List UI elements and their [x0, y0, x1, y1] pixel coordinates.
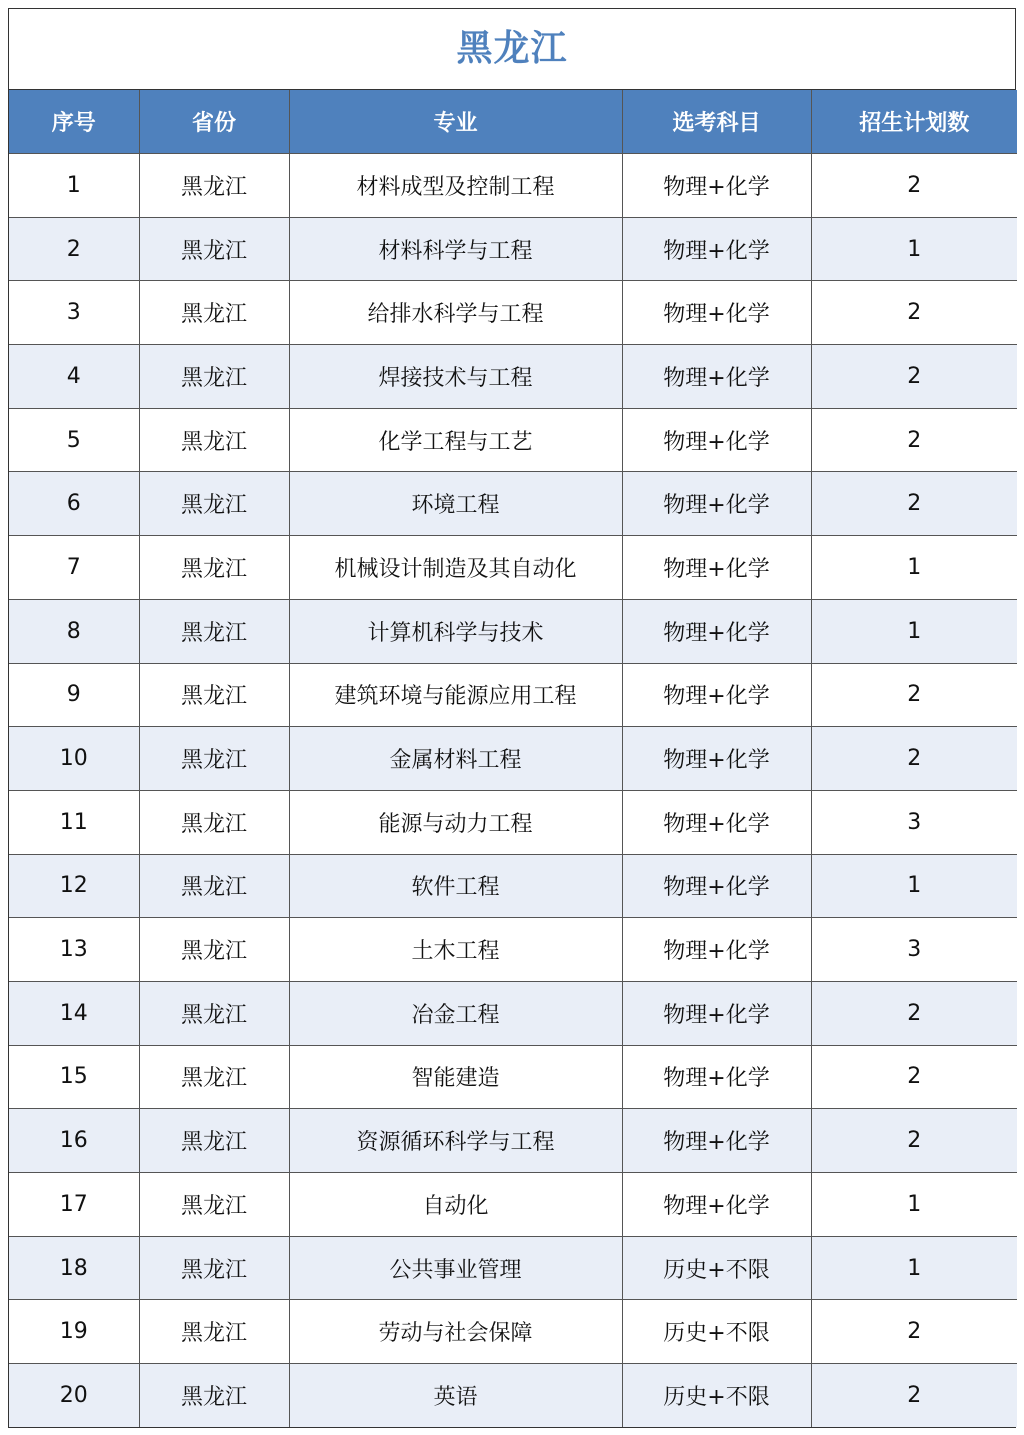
quota-cell: 2: [811, 1045, 1017, 1109]
province-cell: 黑龙江: [139, 727, 289, 791]
province-cell: 黑龙江: [139, 663, 289, 727]
subjects-cell: 物理+化学: [622, 663, 811, 727]
table-row: [9, 536, 1017, 600]
index-cell: 18: [9, 1236, 139, 1300]
subjects-cell: 物理+化学: [622, 1173, 811, 1237]
province-cell: 黑龙江: [139, 536, 289, 600]
index-cell: 1: [9, 154, 139, 218]
province-cell: 黑龙江: [139, 981, 289, 1045]
column-header-subjects: 选考科目: [622, 90, 811, 154]
province-cell: 黑龙江: [139, 1300, 289, 1364]
quota-cell: 1: [811, 217, 1017, 281]
table-row: [9, 408, 1017, 472]
major-cell: 材料成型及控制工程: [289, 154, 622, 218]
quota-cell: 2: [811, 408, 1017, 472]
table-row: [9, 1045, 1017, 1109]
quota-cell: 2: [811, 727, 1017, 791]
column-header-quota: 招生计划数: [811, 90, 1017, 154]
quota-cell: 2: [811, 1109, 1017, 1173]
index-cell: 17: [9, 1173, 139, 1237]
major-cell: 焊接技术与工程: [289, 345, 622, 409]
table-row: [9, 345, 1017, 409]
index-cell: 2: [9, 217, 139, 281]
subjects-cell: 物理+化学: [622, 281, 811, 345]
subjects-cell: 物理+化学: [622, 345, 811, 409]
table-row: [9, 1300, 1017, 1364]
quota-cell: 1: [811, 536, 1017, 600]
province-cell: 黑龙江: [139, 217, 289, 281]
province-cell: 黑龙江: [139, 1109, 289, 1173]
province-cell: 黑龙江: [139, 408, 289, 472]
quota-cell: 1: [811, 599, 1017, 663]
column-header-index: 序号: [9, 90, 139, 154]
subjects-cell: 物理+化学: [622, 536, 811, 600]
column-header-province: 省份: [139, 90, 289, 154]
table-row: [9, 981, 1017, 1045]
quota-cell: 2: [811, 1364, 1017, 1427]
major-cell: 计算机科学与技术: [289, 599, 622, 663]
province-cell: 黑龙江: [139, 790, 289, 854]
table-row: [9, 1364, 1017, 1427]
table-body: [9, 154, 1017, 1427]
subjects-cell: 物理+化学: [622, 472, 811, 536]
column-header-major: 专业: [289, 90, 622, 154]
quota-cell: 1: [811, 1236, 1017, 1300]
index-cell: 9: [9, 663, 139, 727]
subjects-cell: 物理+化学: [622, 408, 811, 472]
plan-sheet: [8, 8, 1016, 1428]
subjects-cell: 历史+不限: [622, 1300, 811, 1364]
table-row: [9, 472, 1017, 536]
index-cell: 7: [9, 536, 139, 600]
major-cell: 公共事业管理: [289, 1236, 622, 1300]
major-cell: 土木工程: [289, 918, 622, 982]
subjects-cell: 物理+化学: [622, 1109, 811, 1173]
province-cell: 黑龙江: [139, 1236, 289, 1300]
major-cell: 劳动与社会保障: [289, 1300, 622, 1364]
quota-cell: 3: [811, 790, 1017, 854]
table-row: [9, 1109, 1017, 1173]
index-cell: 12: [9, 854, 139, 918]
subjects-cell: 物理+化学: [622, 790, 811, 854]
subjects-cell: 物理+化学: [622, 599, 811, 663]
index-cell: 19: [9, 1300, 139, 1364]
index-cell: 11: [9, 790, 139, 854]
table-row: [9, 1173, 1017, 1237]
province-cell: 黑龙江: [139, 918, 289, 982]
major-cell: 冶金工程: [289, 981, 622, 1045]
major-cell: 化学工程与工艺: [289, 408, 622, 472]
quota-cell: 3: [811, 918, 1017, 982]
subjects-cell: 物理+化学: [622, 918, 811, 982]
quota-cell: 2: [811, 981, 1017, 1045]
table-row: [9, 599, 1017, 663]
quota-cell: 1: [811, 1173, 1017, 1237]
table-row: [9, 918, 1017, 982]
subjects-cell: 历史+不限: [622, 1364, 811, 1427]
index-cell: 13: [9, 918, 139, 982]
sheet-title: 黑龙江: [9, 9, 1015, 90]
major-cell: 能源与动力工程: [289, 790, 622, 854]
quota-cell: 2: [811, 345, 1017, 409]
province-cell: 黑龙江: [139, 472, 289, 536]
table-row: [9, 790, 1017, 854]
province-cell: 黑龙江: [139, 1045, 289, 1109]
subjects-cell: 物理+化学: [622, 854, 811, 918]
major-cell: 智能建造: [289, 1045, 622, 1109]
province-cell: 黑龙江: [139, 345, 289, 409]
major-cell: 材料科学与工程: [289, 217, 622, 281]
quota-cell: 2: [811, 472, 1017, 536]
index-cell: 10: [9, 727, 139, 791]
major-cell: 英语: [289, 1364, 622, 1427]
index-cell: 14: [9, 981, 139, 1045]
major-cell: 资源循环科学与工程: [289, 1109, 622, 1173]
province-cell: 黑龙江: [139, 154, 289, 218]
table-row: [9, 663, 1017, 727]
table-row: [9, 217, 1017, 281]
quota-cell: 2: [811, 281, 1017, 345]
index-cell: 4: [9, 345, 139, 409]
subjects-cell: 物理+化学: [622, 217, 811, 281]
province-cell: 黑龙江: [139, 281, 289, 345]
subjects-cell: 历史+不限: [622, 1236, 811, 1300]
index-cell: 15: [9, 1045, 139, 1109]
major-cell: 软件工程: [289, 854, 622, 918]
major-cell: 建筑环境与能源应用工程: [289, 663, 622, 727]
index-cell: 5: [9, 408, 139, 472]
index-cell: 20: [9, 1364, 139, 1427]
subjects-cell: 物理+化学: [622, 154, 811, 218]
table-header: [9, 90, 1017, 154]
quota-cell: 2: [811, 154, 1017, 218]
major-cell: 机械设计制造及其自动化: [289, 536, 622, 600]
major-cell: 金属材料工程: [289, 727, 622, 791]
table-row: [9, 727, 1017, 791]
quota-cell: 1: [811, 854, 1017, 918]
province-cell: 黑龙江: [139, 1364, 289, 1427]
major-cell: 给排水科学与工程: [289, 281, 622, 345]
header-row: [9, 90, 1017, 154]
table-row: [9, 1236, 1017, 1300]
major-cell: 自动化: [289, 1173, 622, 1237]
subjects-cell: 物理+化学: [622, 727, 811, 791]
quota-cell: 2: [811, 1300, 1017, 1364]
quota-cell: 2: [811, 663, 1017, 727]
index-cell: 6: [9, 472, 139, 536]
subjects-cell: 物理+化学: [622, 981, 811, 1045]
province-cell: 黑龙江: [139, 599, 289, 663]
major-cell: 环境工程: [289, 472, 622, 536]
index-cell: 3: [9, 281, 139, 345]
province-cell: 黑龙江: [139, 854, 289, 918]
table-row: [9, 854, 1017, 918]
enrollment-table: [9, 90, 1017, 1427]
table-row: [9, 154, 1017, 218]
index-cell: 8: [9, 599, 139, 663]
table-row: [9, 281, 1017, 345]
index-cell: 16: [9, 1109, 139, 1173]
subjects-cell: 物理+化学: [622, 1045, 811, 1109]
province-cell: 黑龙江: [139, 1173, 289, 1237]
